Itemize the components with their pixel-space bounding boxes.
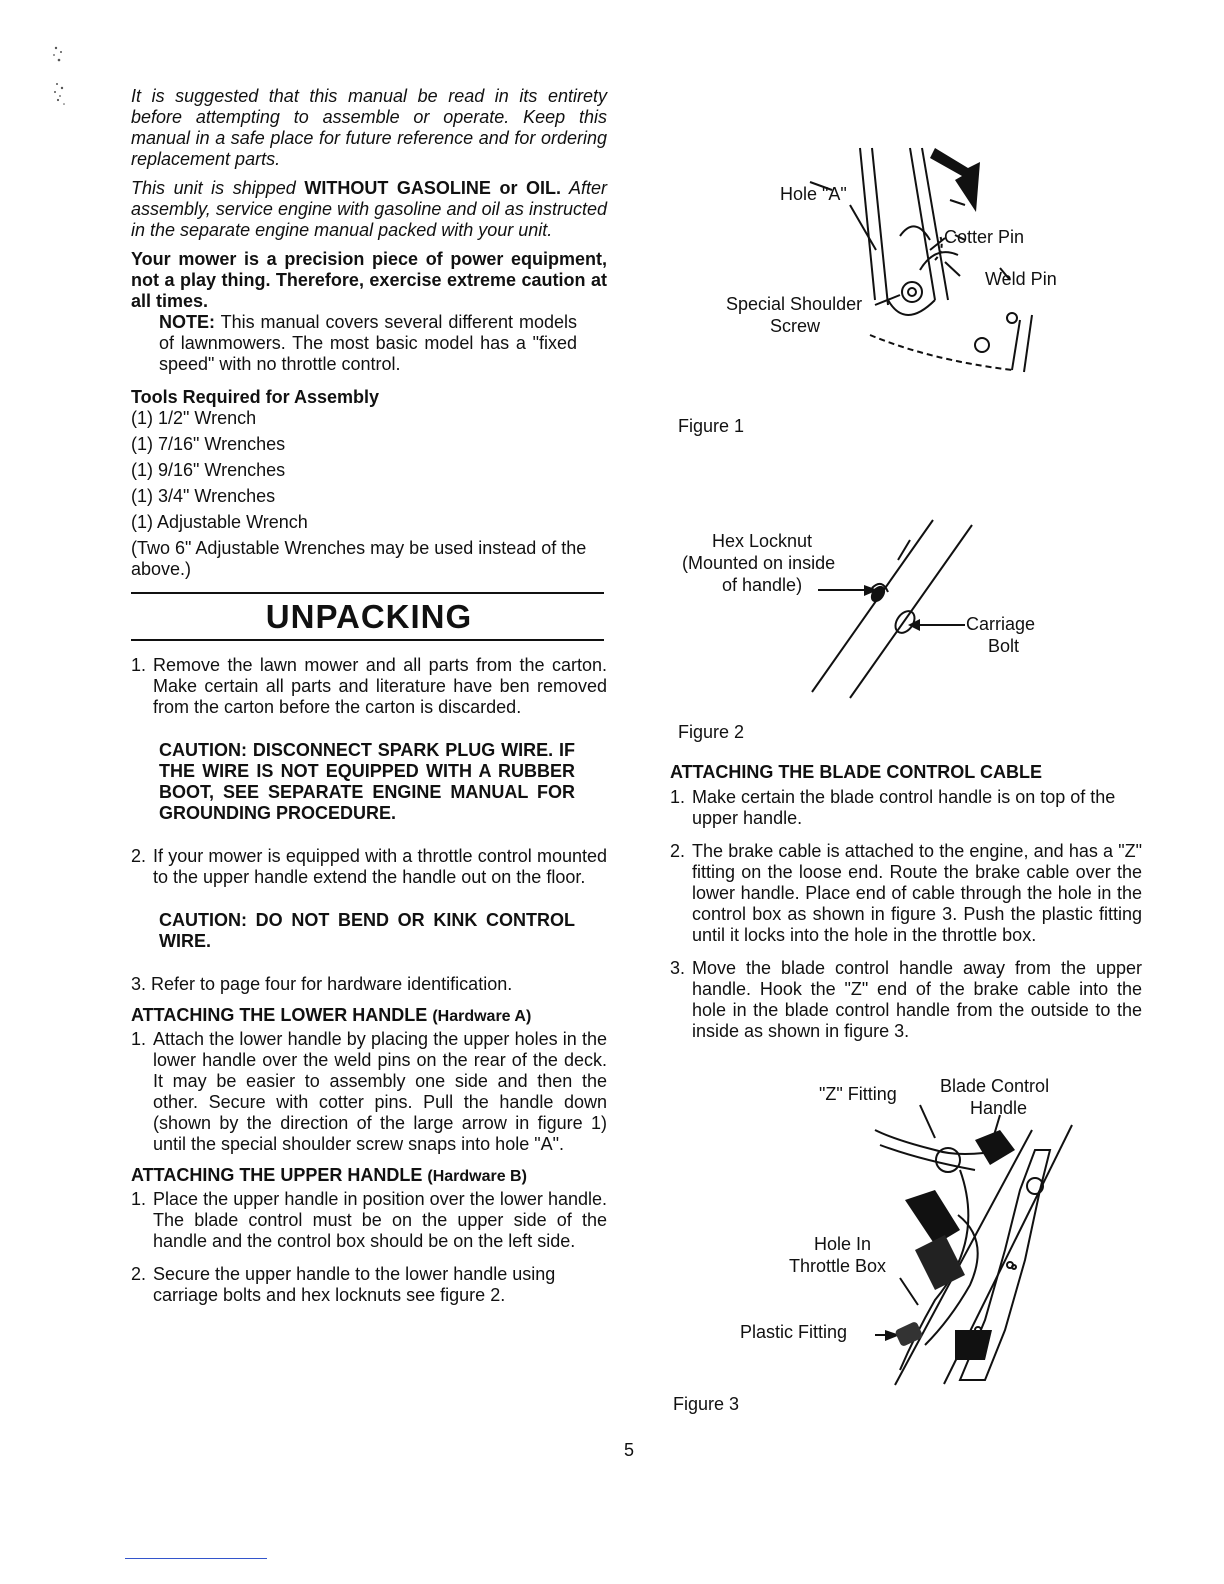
hardware-label: (Hardware A) xyxy=(432,1008,532,1025)
step-number: 1. xyxy=(131,1189,147,1209)
label-special-shoulder: Special Shoulder xyxy=(726,294,863,314)
label-hole-a: Hole "A" xyxy=(780,184,847,204)
label-carriage: Carriage xyxy=(966,614,1036,634)
step-number: 1. xyxy=(670,787,686,807)
step-text: The brake cable is attached to the engine, and has a "Z" fitting on the loose end. Route the brake cable over the lower handle. Place end of cable through the hole in the control box as shown in figure 3. Push the plastic fitting until it locks into the hole in the throttle box. xyxy=(692,841,1142,945)
tool-item: (1) 3/4" Wrenches xyxy=(131,486,276,506)
blade-cable-heading: ATTACHING THE BLADE CONTROL CABLE xyxy=(670,762,1042,782)
tool-item: (1) 1/2" Wrench xyxy=(131,408,257,428)
intro-precision: Your mower is a precision piece of power equipment, not a play thing. Therefore, exercise extreme caution at all times. xyxy=(131,249,607,311)
unpack-step-3: 3. Refer to page four for hardware identification. xyxy=(131,974,513,994)
step-number: 1. xyxy=(131,1029,147,1049)
heading-text: ATTACHING THE LOWER HANDLE xyxy=(131,1005,428,1025)
step-text: Secure the upper handle to the lower handle using carriage bolts and hex locknuts see figure 2. xyxy=(153,1264,556,1305)
intro-suggestion: It is suggested that this manual be read in its entirety before attempting to assemble or operate. Keep this manual in a safe place for future reference and for ordering replacement parts. xyxy=(131,86,607,169)
label-weld-pin: Weld Pin xyxy=(985,269,1057,289)
step-text: Place the upper handle in position over the lower handle. The blade control must be on the upper side of the handle and the control box should be on the left side. xyxy=(153,1189,607,1251)
note-label: NOTE: xyxy=(159,312,215,332)
label-plastic-fitting: Plastic Fitting xyxy=(740,1322,848,1342)
tools-heading: Tools Required for Assembly xyxy=(131,387,380,407)
caution-spark-plug: CAUTION: DISCONNECT SPARK PLUG WIRE. IF THE WIRE IS NOT EQUIPPED WITH A RUBBER BOOT, SEE SEPARATE ENGINE MANUAL FOR GROUNDING PROCEDURE. xyxy=(159,740,575,823)
step-text: If your mower is equipped with a throttle control mounted to the upper handle extend the handle out on the floor. xyxy=(153,846,607,887)
step-number: 2. xyxy=(670,841,686,861)
note-text: This manual covers several different models of lawnmowers. The most basic model has a "fixed speed" with no throttle control. xyxy=(159,312,577,374)
label-hex-locknut: Hex Locknut xyxy=(712,531,813,551)
tool-item: (1) 7/16" Wrenches xyxy=(131,434,286,454)
step-number: 2. xyxy=(131,846,147,866)
step-text: Move the blade control handle away from the upper handle. Hook the "Z" end of the brake cable into the hole in the blade control handle from the outside to the inside as shown in figure 3. xyxy=(692,958,1142,1041)
hardware-label: (Hardware B) xyxy=(427,1168,527,1185)
figure-2-caption: Figure 2 xyxy=(678,722,745,742)
unpacking-title: UNPACKING xyxy=(265,598,473,635)
page-number: 5 xyxy=(624,1440,635,1460)
label-screw: Screw xyxy=(770,316,821,336)
tool-item: (1) 9/16" Wrenches xyxy=(131,460,286,480)
tools-alternative: (Two 6" Adjustable Wrenches may be used instead of the above.) xyxy=(131,538,587,579)
step-text: Make certain the blade control handle is on top of the upper handle. xyxy=(692,787,1116,828)
shipping-text-start: This unit is shipped xyxy=(131,178,305,198)
label-of-handle: of handle) xyxy=(722,575,803,595)
step-number: 1. xyxy=(131,655,147,675)
label-bolt: Bolt xyxy=(988,636,1020,656)
step-text: Attach the lower handle by placing the upper holes in the lower handle over the weld pins on the rear of the deck. It may be easier to assembly one side and then the other. Secure with cotter pins. Pull the handle down (shown by the direction of the large arrow in figure 1) until the special shoulder screw snaps into hole "A". xyxy=(153,1029,607,1154)
label-mounted-inside: (Mounted on inside xyxy=(682,553,836,573)
label-cotter-pin: Cotter Pin xyxy=(944,227,1025,247)
label-handle: Handle xyxy=(970,1098,1028,1118)
label-throttle-box: Throttle Box xyxy=(789,1256,887,1276)
shipping-text-end: After assembly, service engine with gasoline and oil as instructed in the separate engine manual packed with your unit. xyxy=(131,178,607,240)
caution-control-wire: CAUTION: DO NOT BEND OR KINK CONTROL WIRE. xyxy=(159,910,575,951)
figure-1-caption: Figure 1 xyxy=(678,416,745,436)
footer-line xyxy=(125,1558,267,1559)
shipping-bold: WITHOUT GASOLINE or OIL. xyxy=(304,178,562,198)
step-text: Remove the lawn mower and all parts from the carton. Make certain all parts and literature have ben removed from the carton before the carton is discarded. xyxy=(153,655,607,717)
tool-item: (1) Adjustable Wrench xyxy=(131,512,308,532)
label-blade-control: Blade Control xyxy=(940,1076,1050,1096)
step-number: 3. xyxy=(670,958,686,978)
figure-3-caption: Figure 3 xyxy=(673,1394,740,1414)
label-z-fitting: "Z" Fitting xyxy=(819,1084,897,1104)
heading-text: ATTACHING THE UPPER HANDLE xyxy=(131,1165,423,1185)
step-number: 2. xyxy=(131,1264,147,1284)
label-hole-in: Hole In xyxy=(814,1234,872,1254)
